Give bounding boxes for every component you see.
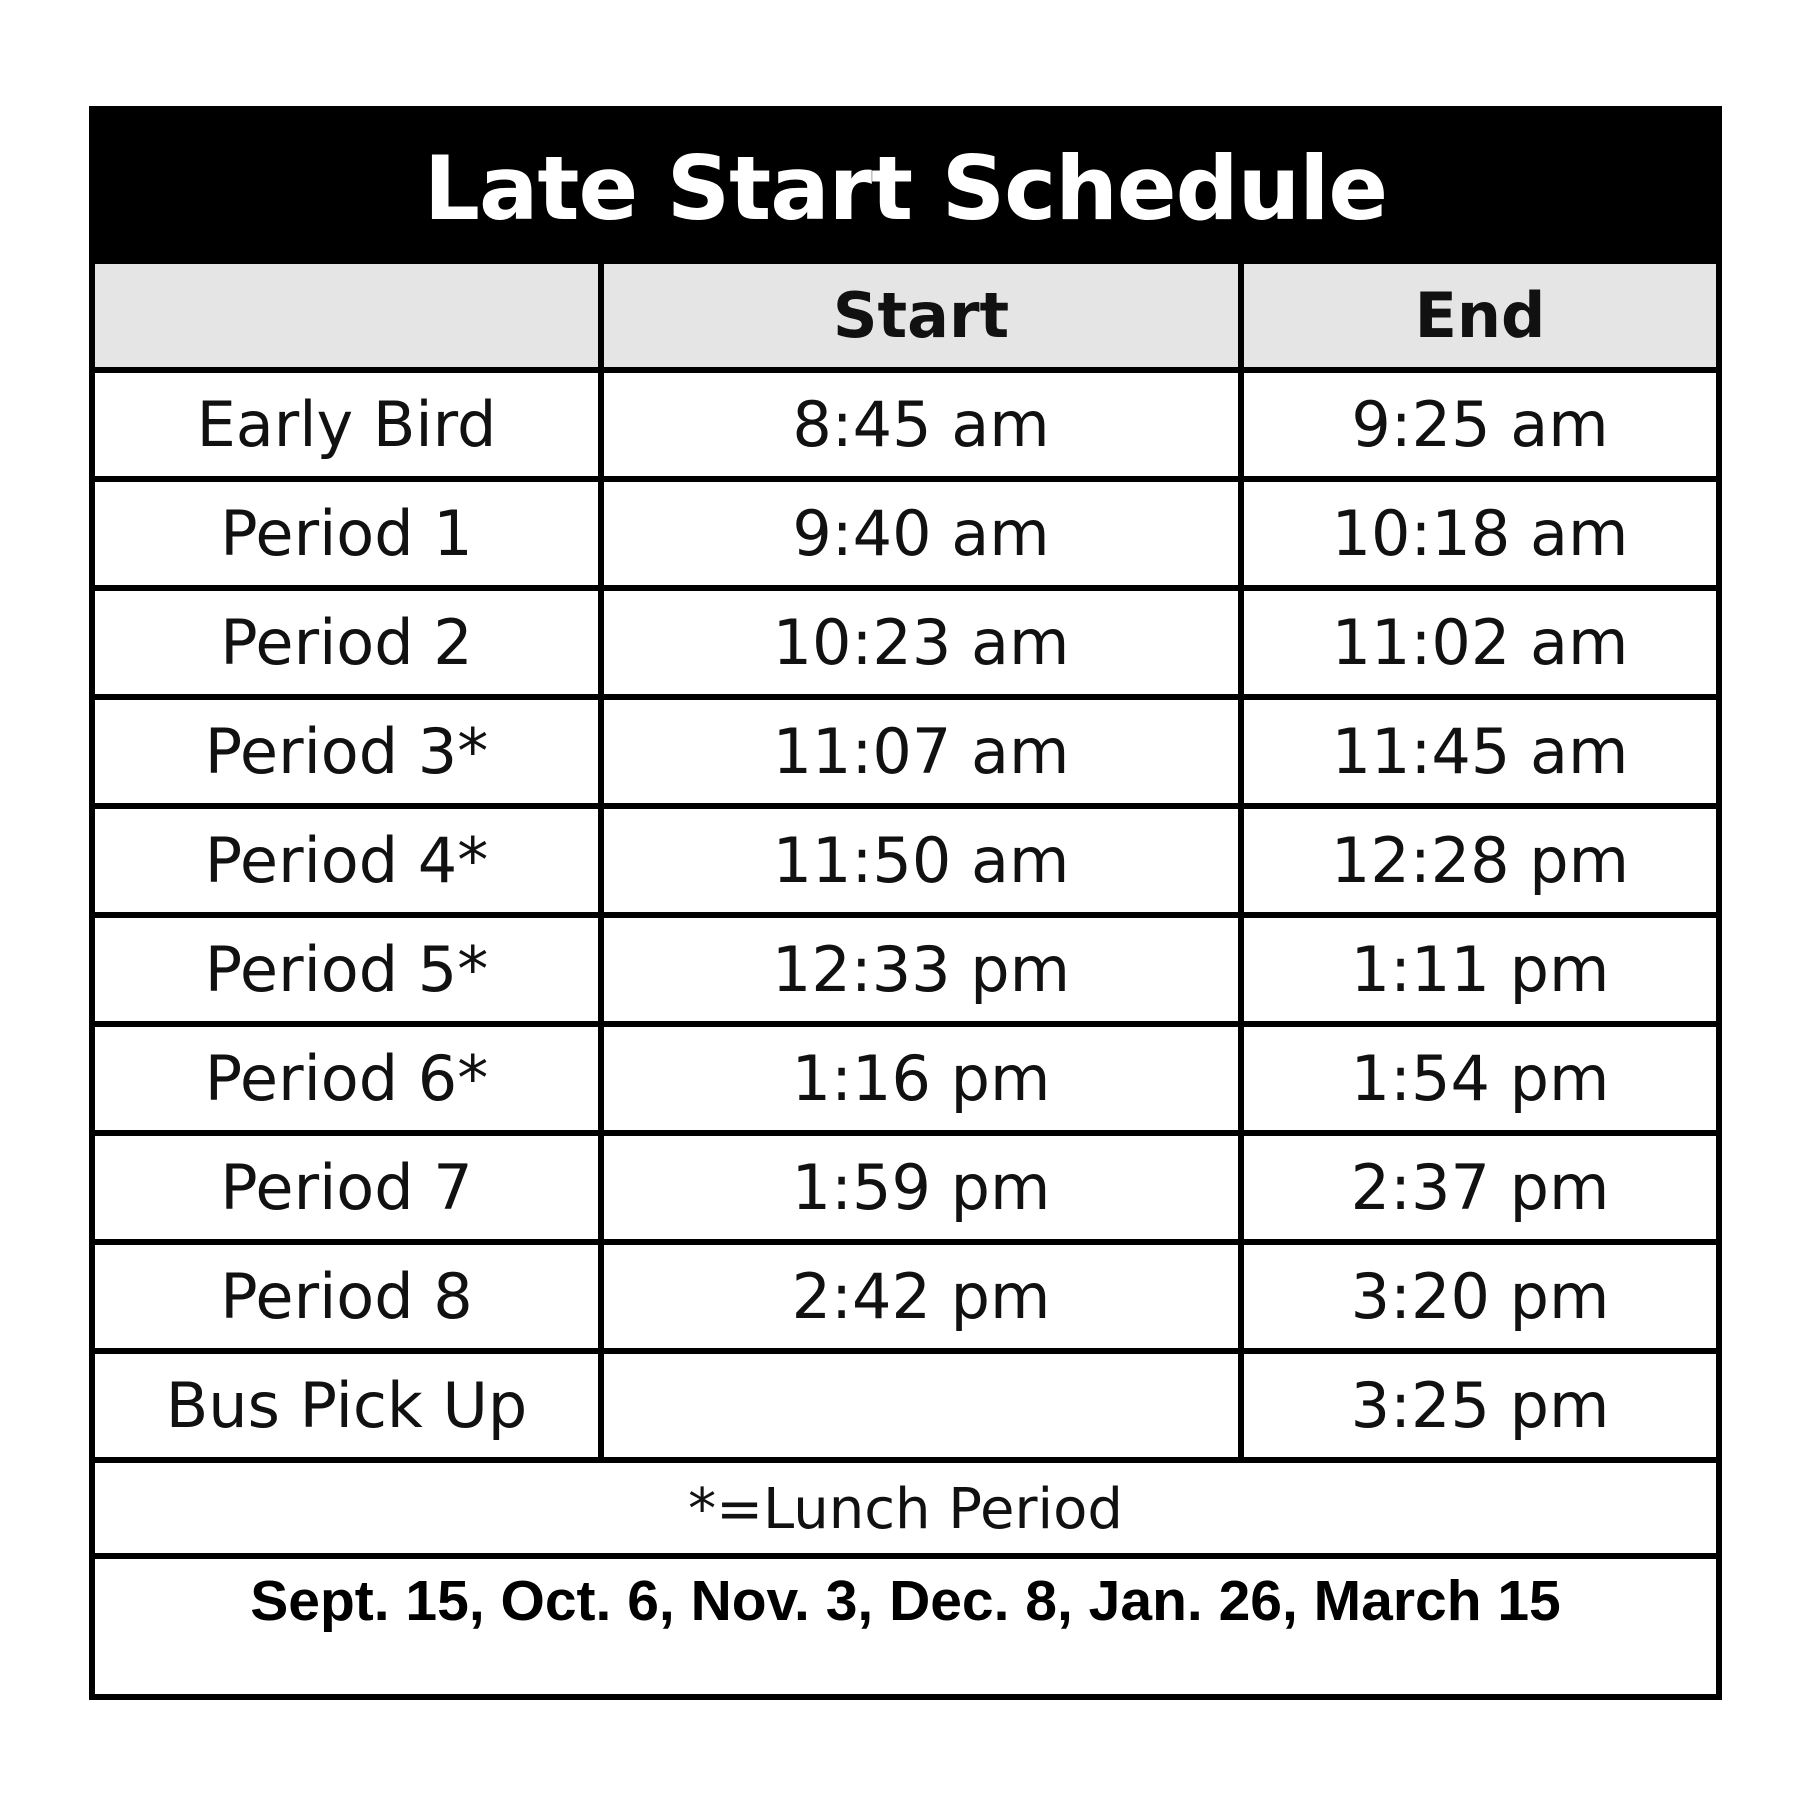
schedule-row bbox=[95, 1133, 1716, 1242]
schedule-grid bbox=[95, 264, 1716, 1463]
schedule-row bbox=[95, 1351, 1716, 1460]
row-end-time: 11:02 am bbox=[1241, 588, 1716, 697]
row-label: Period 6* bbox=[95, 1024, 601, 1133]
row-start-time: 1:16 pm bbox=[601, 1024, 1241, 1133]
schedule-rows bbox=[95, 370, 1716, 1460]
row-start-time: 2:42 pm bbox=[601, 1242, 1241, 1351]
schedule-row bbox=[95, 1242, 1716, 1351]
schedule-title: Late Start Schedule bbox=[95, 112, 1716, 264]
row-end-time: 9:25 am bbox=[1241, 370, 1716, 479]
row-label: Period 5* bbox=[95, 915, 601, 1024]
row-start-time: 11:50 am bbox=[601, 806, 1241, 915]
row-label: Period 2 bbox=[95, 588, 601, 697]
row-start-time: 12:33 pm bbox=[601, 915, 1241, 1024]
row-end-time: 10:18 am bbox=[1241, 479, 1716, 588]
row-label: Period 7 bbox=[95, 1133, 601, 1242]
schedule-row bbox=[95, 1024, 1716, 1133]
row-end-time: 3:20 pm bbox=[1241, 1242, 1716, 1351]
row-end-time: 1:54 pm bbox=[1241, 1024, 1716, 1133]
schedule-row bbox=[95, 915, 1716, 1024]
header-label bbox=[95, 264, 601, 370]
row-start-time: 11:07 am bbox=[601, 697, 1241, 806]
row-start-time: 9:40 am bbox=[601, 479, 1241, 588]
row-end-time: 2:37 pm bbox=[1241, 1133, 1716, 1242]
schedule-row bbox=[95, 588, 1716, 697]
row-start-time bbox=[601, 1351, 1241, 1460]
row-start-time: 8:45 am bbox=[601, 370, 1241, 479]
row-start-time: 10:23 am bbox=[601, 588, 1241, 697]
row-label: Period 1 bbox=[95, 479, 601, 588]
header-end: End bbox=[1241, 264, 1716, 370]
lunch-footnote: *=Lunch Period bbox=[95, 1466, 1716, 1559]
row-end-time: 1:11 pm bbox=[1241, 915, 1716, 1024]
row-label: Period 8 bbox=[95, 1242, 601, 1351]
row-end-time: 3:25 pm bbox=[1241, 1351, 1716, 1460]
row-label: Period 4* bbox=[95, 806, 601, 915]
late-start-schedule-table bbox=[89, 106, 1722, 1700]
row-end-time: 11:45 am bbox=[1241, 697, 1716, 806]
row-start-time: 1:59 pm bbox=[601, 1133, 1241, 1242]
schedule-row bbox=[95, 697, 1716, 806]
schedule-row bbox=[95, 806, 1716, 915]
late-start-dates: Sept. 15, Oct. 6, Nov. 3, Dec. 8, Jan. 26, March 15 bbox=[250, 1568, 1561, 1633]
row-label: Early Bird bbox=[95, 370, 601, 479]
header-row bbox=[95, 264, 1716, 370]
schedule-row bbox=[95, 370, 1716, 479]
row-label: Period 3* bbox=[95, 697, 601, 806]
schedule-row bbox=[95, 479, 1716, 588]
row-label: Bus Pick Up bbox=[95, 1351, 601, 1460]
row-end-time: 12:28 pm bbox=[1241, 806, 1716, 915]
header-start: Start bbox=[601, 264, 1241, 370]
